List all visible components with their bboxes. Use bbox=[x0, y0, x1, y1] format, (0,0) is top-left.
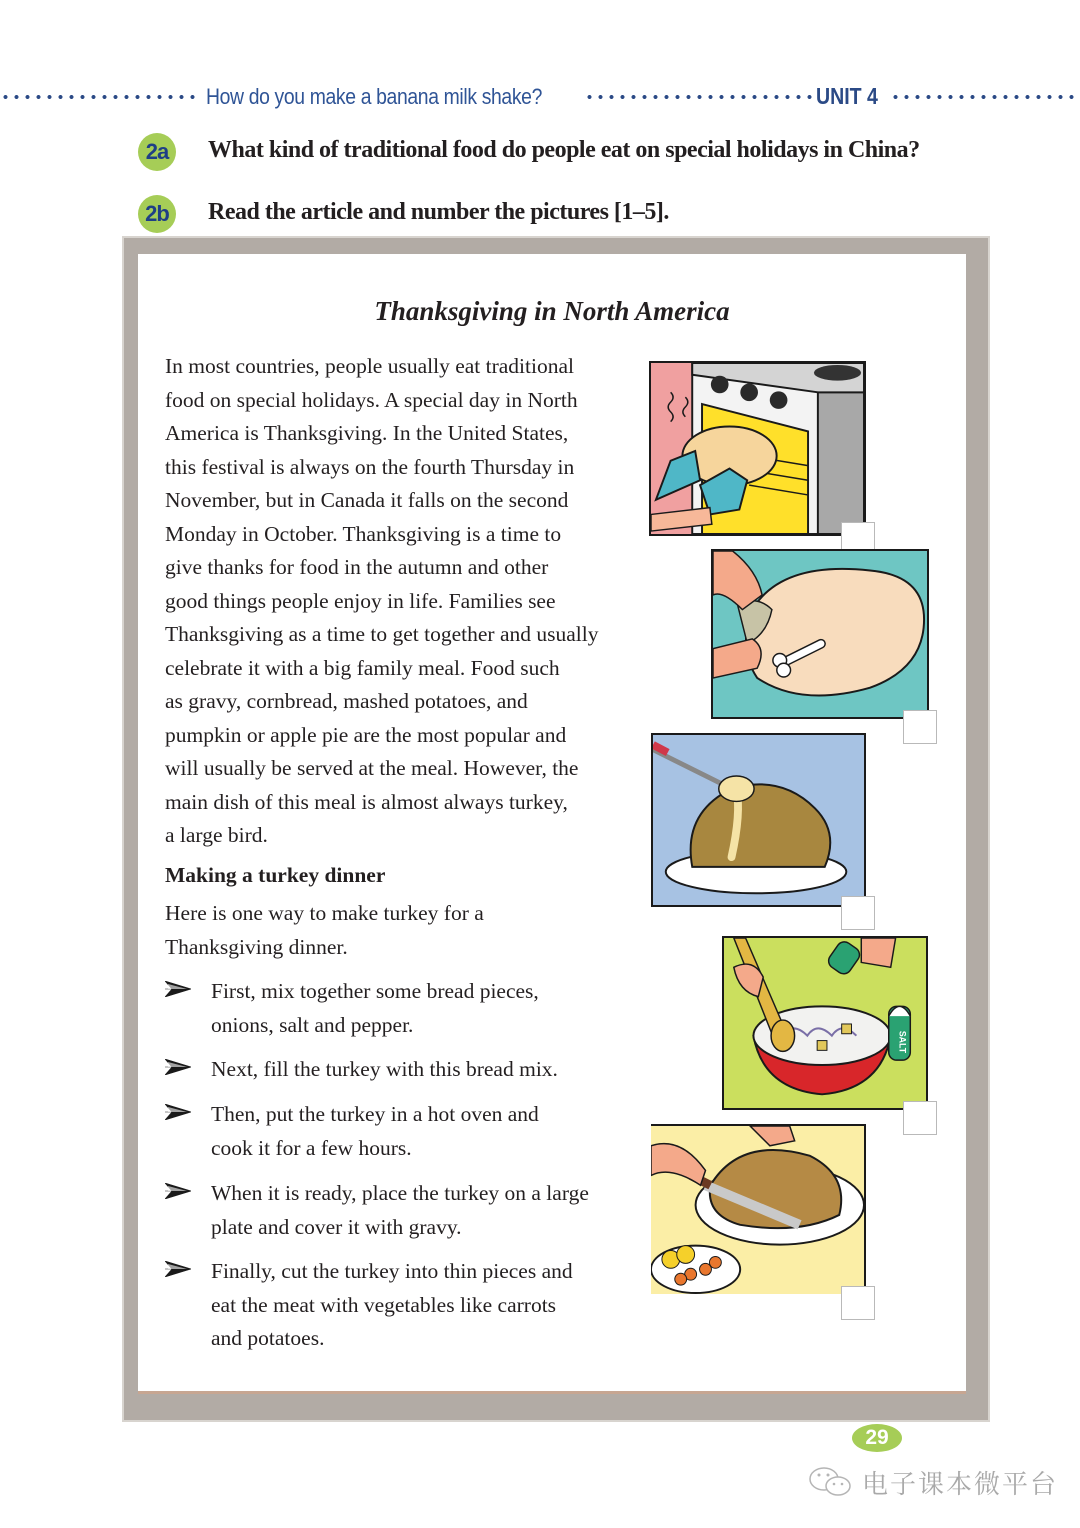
paragraph-line: as gravy, cornbread, mashed potatoes, and bbox=[165, 689, 528, 713]
paragraph-line: celebrate it with a big family meal. Food such bbox=[165, 655, 560, 680]
unit-label: UNIT 4 bbox=[816, 83, 878, 109]
answer-box-carving[interactable] bbox=[841, 1286, 875, 1320]
header-dots-left bbox=[0, 95, 200, 99]
paragraph-line: pumpkin or apple pie are the most popular and bbox=[165, 722, 567, 747]
step-line: onions, salt and pepper. bbox=[211, 1012, 414, 1037]
paragraph-line: main dish of this meal is almost always turkey, bbox=[165, 789, 568, 814]
step-line: and potatoes. bbox=[211, 1326, 325, 1350]
step-line: eat the meat with vegetables like carrots bbox=[211, 1292, 557, 1317]
answer-box-stuffing[interactable] bbox=[903, 710, 937, 744]
watermark bbox=[808, 1462, 1058, 1502]
gravy-picture bbox=[651, 733, 866, 907]
step-line: When it is ready, place the turkey on a large bbox=[211, 1181, 589, 1205]
gravy-illustration bbox=[653, 735, 864, 905]
page-header bbox=[0, 84, 1080, 110]
section-intro bbox=[165, 897, 625, 964]
arrowhead-bullet-icon bbox=[165, 981, 191, 997]
arrowhead-bullet-icon bbox=[165, 1261, 191, 1277]
task-badge: 2a bbox=[138, 133, 176, 171]
paragraph-line: Monday in October. Thanksgiving is a time to bbox=[165, 521, 562, 546]
article-paragraph bbox=[165, 350, 635, 853]
step-line: First, mix together some bread pieces, bbox=[211, 979, 539, 1003]
article-title: Thanksgiving in North America bbox=[374, 296, 730, 326]
paragraph-line: America is Thanksgiving. In the United States, bbox=[165, 421, 569, 445]
section-heading: Making a turkey dinner bbox=[165, 863, 386, 887]
watermark-text: 电子课本微平台 bbox=[862, 1469, 1059, 1500]
answer-box-mixing[interactable] bbox=[903, 1101, 937, 1135]
paragraph-line: November, but in Canada it falls on the second bbox=[165, 488, 569, 512]
step-line: Then, put the turkey in a hot oven and bbox=[211, 1102, 539, 1126]
arrowhead-bullet-icon bbox=[165, 1059, 191, 1075]
task-badge: 2b bbox=[138, 195, 176, 233]
paragraph-line: In most countries, people usually eat traditional bbox=[165, 354, 574, 378]
step-line: cook it for a few hours. bbox=[211, 1135, 412, 1160]
mixing-picture bbox=[722, 936, 928, 1110]
oven-picture bbox=[649, 361, 866, 536]
paragraph-line: Thanksgiving as a time to get together and usually bbox=[165, 622, 599, 646]
paragraph-line: will usually be served at the meal. However, the bbox=[165, 756, 579, 780]
mixing-illustration bbox=[724, 938, 926, 1108]
paragraph-line: food on special holidays. A special day in North bbox=[165, 387, 578, 412]
arrowhead-bullet-icon bbox=[165, 1104, 191, 1120]
answer-box-gravy[interactable] bbox=[841, 896, 875, 930]
wechat-icon bbox=[808, 1465, 854, 1499]
stuffing-illustration bbox=[713, 551, 927, 717]
step-line: Finally, cut the turkey into thin pieces and bbox=[211, 1259, 573, 1283]
stuffing-picture bbox=[711, 549, 929, 719]
header-dots-middle bbox=[584, 95, 812, 99]
lesson-title: How do you make a banana milk shake? bbox=[206, 84, 543, 109]
paragraph-line: give thanks for food in the autumn and other bbox=[165, 555, 549, 579]
salt-label: SALT bbox=[897, 1030, 908, 1054]
task-instruction: Read the article and number the pictures [1–5]. bbox=[208, 199, 669, 225]
step-line: plate and cover it with gravy. bbox=[211, 1214, 462, 1239]
arrowhead-bullet-icon bbox=[165, 1183, 191, 1199]
paragraph-line: a large bird. bbox=[165, 823, 268, 847]
header-dots-right bbox=[890, 95, 1080, 99]
carving-illustration bbox=[651, 1126, 864, 1294]
task-instruction: What kind of traditional food do people eat on special holidays in China? bbox=[208, 137, 920, 163]
paragraph-line: good things people enjoy in life. Families see bbox=[165, 588, 556, 613]
carving-picture bbox=[651, 1124, 866, 1294]
paragraph-line: this festival is always on the fourth Thursday in bbox=[165, 454, 575, 479]
step-line: Next, fill the turkey with this bread mix. bbox=[211, 1057, 558, 1081]
intro-line: Here is one way to make turkey for a bbox=[165, 901, 484, 925]
oven-illustration bbox=[651, 363, 864, 534]
intro-line: Thanksgiving dinner. bbox=[165, 934, 348, 959]
page-number: 29 bbox=[852, 1424, 902, 1452]
